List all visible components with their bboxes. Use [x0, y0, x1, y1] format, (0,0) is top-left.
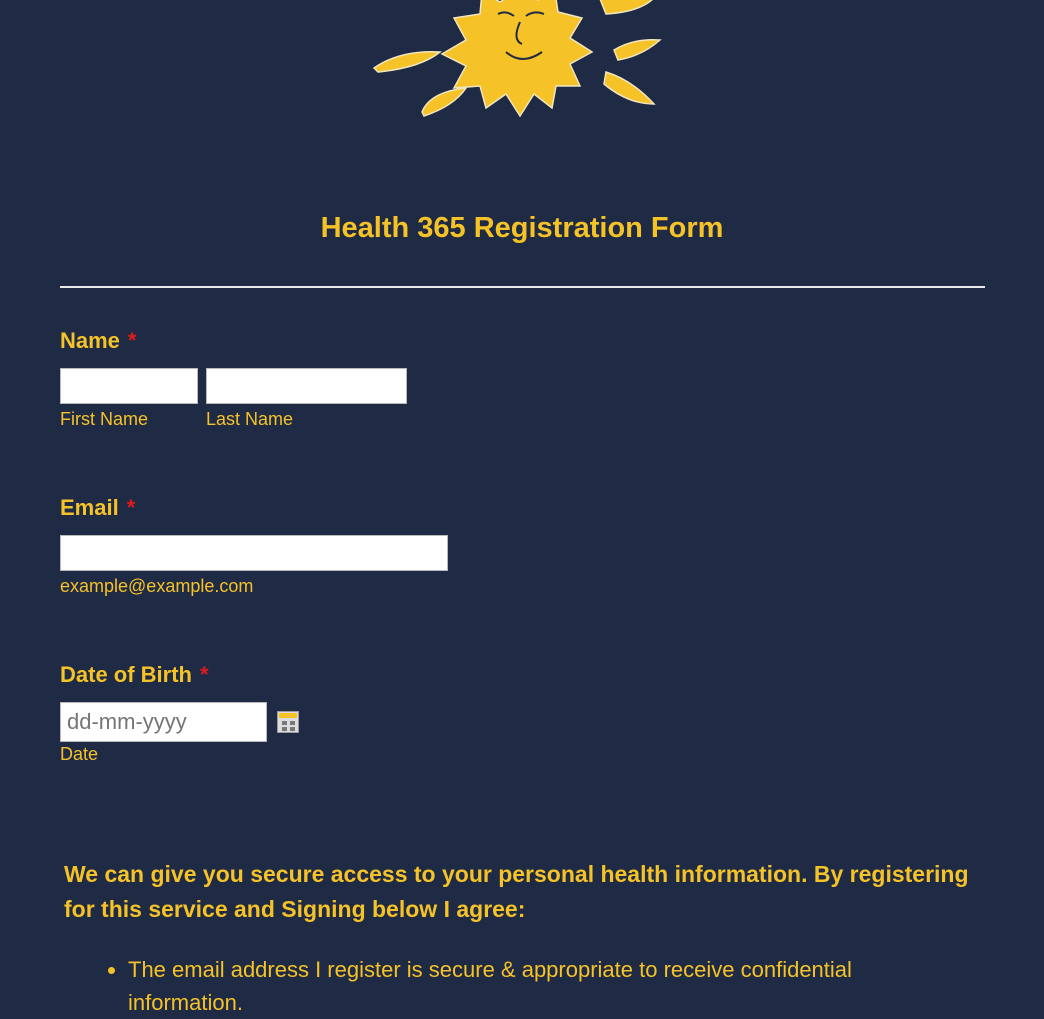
- agreement-item: • The email address I register is secure & appropriate to receive confidential information.: [128, 953, 928, 1019]
- first-name-input[interactable]: [60, 368, 198, 404]
- last-name-sublabel: Last Name: [206, 409, 294, 429]
- email-sublabel: example@example.com: [60, 576, 254, 596]
- dob-label: Date of Birth *: [60, 662, 209, 687]
- name-label: Name *: [60, 328, 137, 353]
- divider: [60, 286, 985, 288]
- required-marker: *: [127, 328, 137, 353]
- last-name-input[interactable]: [206, 368, 407, 404]
- sun-logo-icon: [370, 0, 665, 122]
- agreement-list: [100, 953, 928, 1019]
- required-marker: *: [126, 495, 136, 520]
- email-input[interactable]: [60, 535, 448, 571]
- required-marker: *: [200, 662, 209, 687]
- first-name-sublabel: First Name: [60, 409, 149, 429]
- email-label: Email *: [60, 495, 136, 520]
- calendar-icon[interactable]: [277, 711, 299, 733]
- header-band: [0, 0, 1044, 152]
- intro-text: We can give you secure access to your personal health information. By registering for this service and Signing below I agree:: [64, 861, 969, 922]
- dob-sublabel: Date: [60, 744, 99, 764]
- form-title: Health 365 Registration Form: [320, 212, 724, 244]
- dob-input[interactable]: [60, 702, 267, 742]
